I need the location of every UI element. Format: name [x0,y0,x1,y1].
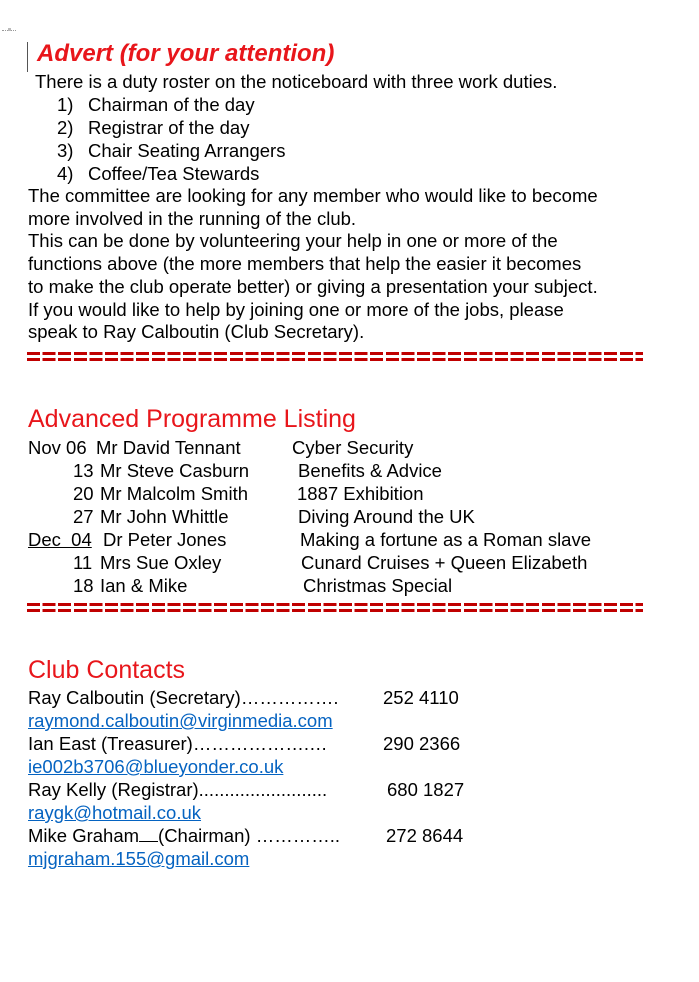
contact-email-link[interactable]: ie002b3706@blueyonder.co.uk [28,756,284,777]
programme-speaker: Mr David Tennant [96,437,241,458]
contact-row [28,732,461,755]
list-item: 3) Chair Seating Arrangers [57,140,286,161]
programme-date: 27 [73,506,94,527]
advert-title: Advert (for your attention) [37,40,335,67]
programme-topic: Diving Around the UK [298,506,475,527]
programme-date: 13 [73,460,94,481]
advert-line: The committee are looking for any member who would like to become [28,185,598,206]
programme-date: Dec 04 [28,529,92,550]
programme-speaker: Ian & Mike [100,575,188,596]
list-item: 2) Registrar of the day [57,117,250,138]
advert-line: speak to Ray Calboutin (Club Secretary). [28,321,365,343]
programme-date: 20 [73,483,94,504]
text-boundary-mark [2,30,16,39]
advert-line: to make the club operate better) or giving a presentation your subject. [28,275,598,297]
list-item: 1) Chairman of the day [57,94,255,115]
programme-topic: Christmas Special [303,575,453,596]
contact-name: Ray Calboutin (Secretary)……………. [28,687,339,708]
contact-name: Mike Graham (Chairman) ………….. [28,825,340,846]
contact-row [28,686,459,709]
section-divider [27,352,643,362]
programme-speaker: Mr Malcolm Smith [100,483,249,504]
programme-speaker: Mr John Whittle [100,506,229,527]
programme-date: 11 [73,552,93,573]
section-divider [27,603,643,613]
contacts-list [28,686,465,870]
programme-speaker: Mr Steve Casburn [100,460,250,481]
text-cursor-bar [27,42,36,72]
programme-topic: Cunard Cruises + Queen Elizabeth [301,552,588,573]
programme-topic: Benefits & Advice [298,460,442,481]
programme-date: 18 [73,575,94,596]
duty-list [57,93,285,185]
contacts-title: Club Contacts [28,656,186,684]
advert-line: functions above (the more members that help the easier it becomes [28,253,582,275]
list-item: 4) Coffee/Tea Stewards [57,163,260,184]
contact-name: Ian East (Treasurer)……………….… [28,733,328,754]
underline-gap [139,827,158,842]
contact-email-link[interactable]: raygk@hotmail.co.uk [28,802,202,823]
advert-line: more involved in the running of the club. [28,207,357,229]
programme-topic: 1887 Exhibition [297,483,424,504]
contact-phone: 680 1827 [387,779,465,800]
contact-email-link[interactable]: mjgraham.155@gmail.com [28,848,250,869]
contact-phone: 252 4110 [383,687,459,708]
contact-phone: 272 8644 [386,825,464,846]
contact-row [28,778,465,801]
advert-body [28,185,598,344]
contact-name: Ray Kelly (Registrar)......................... [28,779,328,800]
contact-phone: 290 2366 [383,733,461,754]
advert-line: If you would like to help by joining one or more of the jobs, please [28,298,564,320]
programme-title: Advanced Programme Listing [28,405,356,433]
contact-email-link[interactable]: raymond.calboutin@virginmedia.com [28,710,333,731]
contact-row [28,824,464,847]
programme-date: Nov 06 [28,437,87,458]
programme-topic: Cyber Security [292,437,414,458]
advert-intro: There is a duty roster on the noticeboard with three work duties. [35,71,558,92]
programme-speaker: Dr Peter Jones [103,529,227,550]
programme-topic: Making a fortune as a Roman slave [300,529,592,550]
advert-line: This can be done by volunteering your help in one or more of the [28,230,558,252]
programme-speaker: Mrs Sue Oxley [100,552,222,573]
